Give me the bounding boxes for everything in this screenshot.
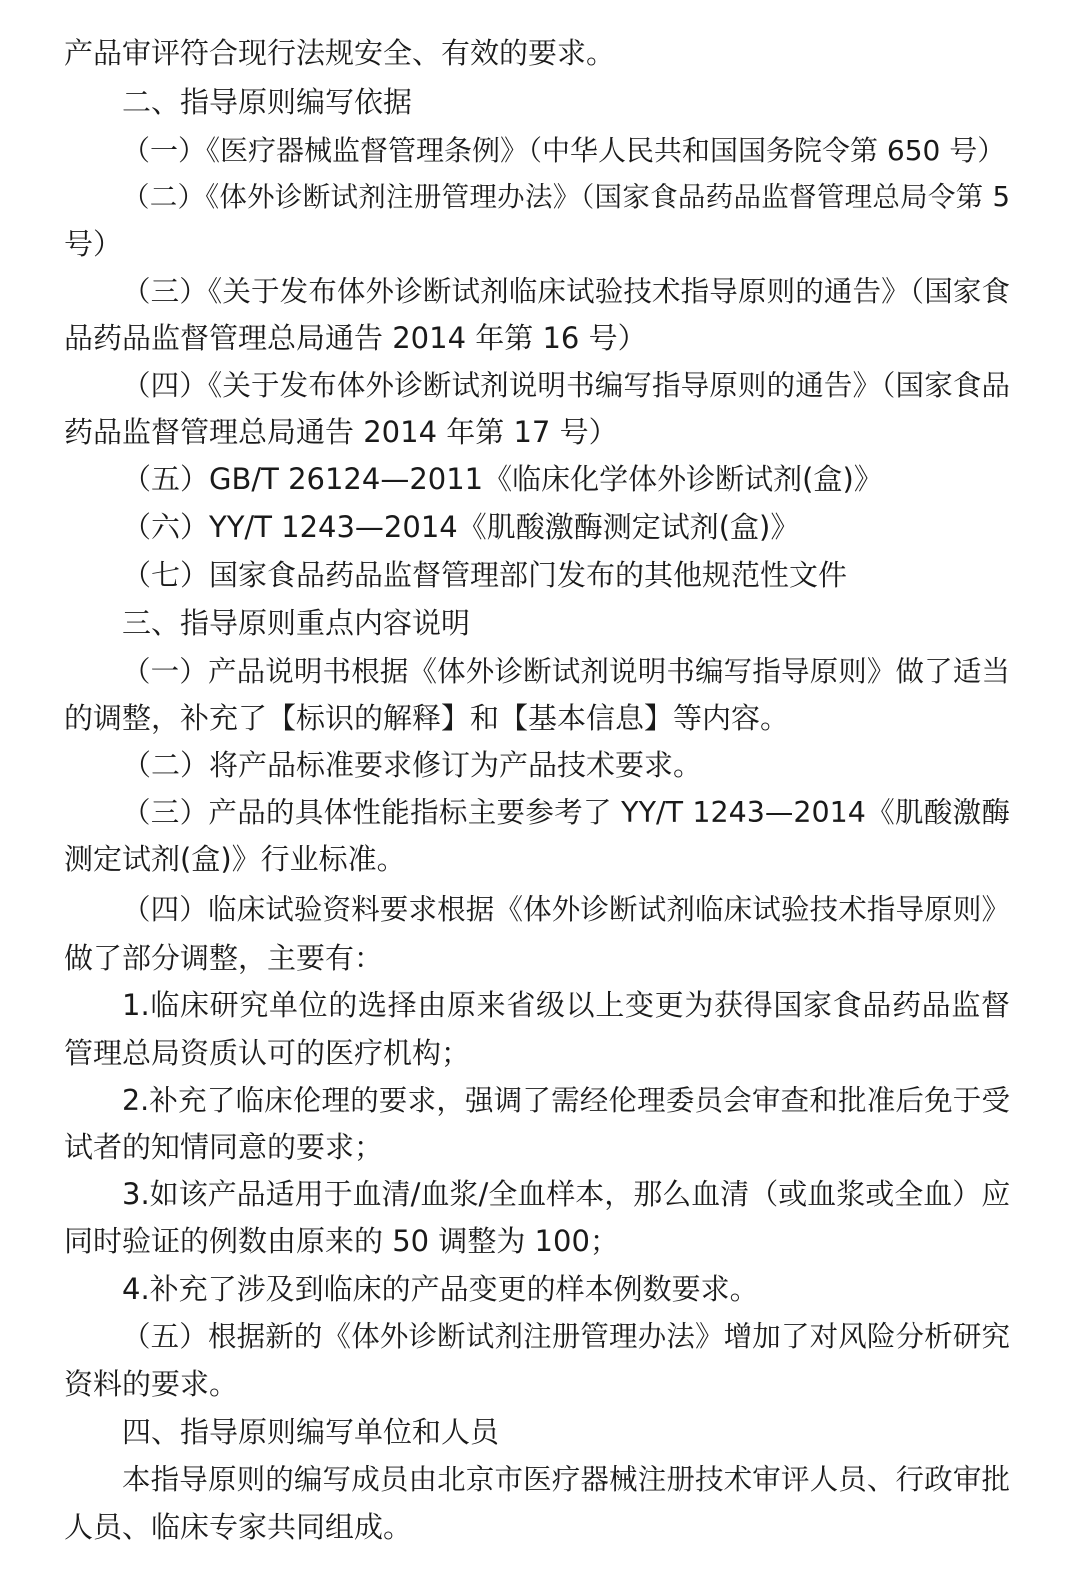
- text-line: （二）《体外诊断试剂注册管理办法》（国家食品药品监督管理总局令第 5: [122, 181, 1010, 213]
- section-heading: 四、指导原则编写单位和人员: [122, 1415, 500, 1449]
- section-heading: 二、指导原则编写依据: [122, 85, 413, 119]
- text-line: （五）根据新的《体外诊断试剂注册管理办法》增加了对风险分析研究: [122, 1320, 1010, 1353]
- text-line: 3.如该产品适用于血清/血浆/全血样本，那么血清（或血浆或全血）应: [122, 1177, 1011, 1211]
- text-line: （三）产品的具体性能指标主要参考了 YY/T 1243—2014《肌酸激酶: [122, 796, 1010, 829]
- text-line: （一）《医疗器械监督管理条例》（中华人民共和国国务院令第 650 号）: [122, 134, 1006, 167]
- text-line: （六）YY/T 1243—2014《肌酸激酶测定试剂(盒)》: [122, 510, 800, 544]
- text-line: 4.补充了涉及到临床的产品变更的样本例数要求。: [122, 1272, 759, 1306]
- text-line: 测定试剂(盒)》行业标准。: [64, 842, 406, 876]
- text-line: 人员、临床专家共同组成。: [64, 1510, 413, 1544]
- text-line: 试者的知情同意的要求；: [64, 1130, 384, 1164]
- text-line: 资料的要求。: [64, 1367, 239, 1401]
- section-heading: 三、指导原则重点内容说明: [122, 606, 471, 640]
- text-line: 做了部分调整，主要有：: [64, 941, 384, 975]
- text-line: 1.临床研究单位的选择由原来省级以上变更为获得国家食品药品监督: [122, 988, 1010, 1022]
- text-line: 的调整，补充了【标识的解释】和【基本信息】等内容。: [64, 701, 790, 735]
- text-line: 2.补充了临床伦理的要求，强调了需经伦理委员会审查和批准后免于受: [122, 1084, 1010, 1117]
- text-line: （七）国家食品药品监督管理部门发布的其他规范性文件: [122, 558, 848, 592]
- text-line: （三）《关于发布体外诊断试剂临床试验技术指导原则的通告》（国家食: [122, 275, 1010, 308]
- text-line: （四）临床试验资料要求根据《体外诊断试剂临床试验技术指导原则》: [122, 893, 1010, 926]
- text-line: （二）将产品标准要求修订为产品技术要求。: [122, 748, 703, 782]
- text-line: （五）GB/T 26124—2011《临床化学体外诊断试剂(盒)》: [122, 462, 883, 496]
- text-line: （一）产品说明书根据《体外诊断试剂说明书编写指导原则》做了适当: [122, 655, 1010, 688]
- text-line: 管理总局资质认可的医疗机构；: [64, 1036, 471, 1070]
- text-line: （四）《关于发布体外诊断试剂说明书编写指导原则的通告》（国家食品: [122, 369, 1010, 402]
- text-line: 药品监督管理总局通告 2014 年第 17 号）: [64, 415, 618, 449]
- text-line: 品药品监督管理总局通告 2014 年第 16 号）: [64, 321, 647, 355]
- text-line: 产品审评符合现行法规安全、有效的要求。: [64, 36, 616, 70]
- text-line: 本指导原则的编写成员由北京市医疗器械注册技术审评人员、行政审批: [122, 1463, 1010, 1496]
- text-line: 号）: [64, 227, 123, 261]
- text-line: 同时验证的例数由原来的 50 调整为 100；: [64, 1224, 619, 1258]
